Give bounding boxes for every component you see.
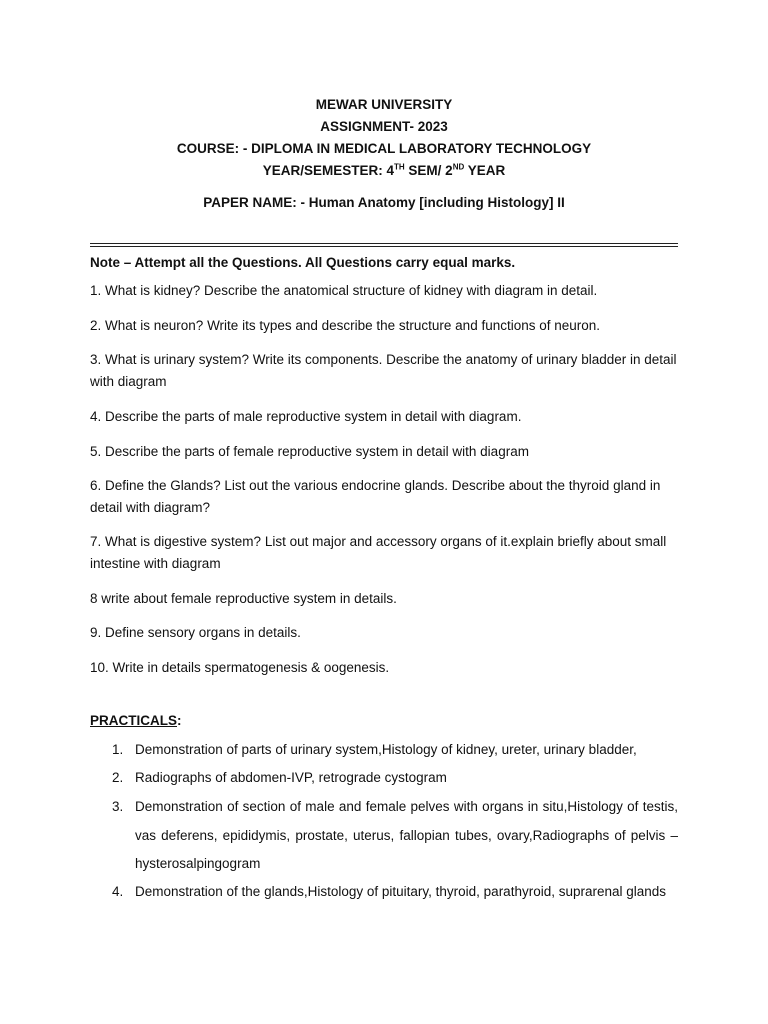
question-5: 5. Describe the parts of female reproductive system in detail with diagram — [90, 444, 529, 459]
question-10: 10. Write in details spermatogenesis & oogenesis. — [90, 660, 390, 675]
practicals-heading — [90, 711, 182, 731]
practical-text: Demonstration of the glands,Histology of pituitary, thyroid, parathyroid, suprarenal glands — [135, 884, 667, 899]
university-name: MEWAR UNIVERSITY — [315, 97, 453, 112]
question-1: 1. What is kidney? Describe the anatomical structure of kidney with diagram in detail. — [90, 283, 598, 298]
divider-bottom — [90, 246, 678, 247]
question-2: 2. What is neuron? Write its types and describe the structure and functions of neuron. — [90, 318, 601, 333]
divider-top — [90, 243, 678, 244]
question-6: 6. Define the Glands? List out the various endocrine glands. Describe about the thyroid gland in detail with diagram? — [90, 478, 661, 515]
document-header — [0, 94, 768, 182]
practicals-title: PRACTICALS — [90, 713, 177, 728]
year-suffix: YEAR — [464, 163, 506, 178]
course-name: COURSE: - DIPLOMA IN MEDICAL LABORATORY TECHNOLOGY — [176, 141, 592, 156]
practical-item-2 — [112, 764, 678, 793]
practical-item-1 — [112, 736, 678, 765]
practical-item-4 — [112, 878, 678, 907]
year-mid: SEM/ 2 — [404, 163, 453, 178]
practical-number: 1. — [112, 742, 124, 757]
year-sup-th: TH — [394, 162, 405, 172]
question-7: 7. What is digestive system? List out major and accessory organs of it.explain briefly about small intestine with diagram — [90, 534, 667, 571]
year-sup-nd: ND — [452, 162, 465, 172]
practical-text: Demonstration of section of male and female pelves with organs in situ,Histology of testis, vas deferens, epididymis, prostate, uterus, fallopian tubes, ovary,Radiographs of pelvis – hysterosalpingogram — [135, 799, 678, 871]
assignment-title: ASSIGNMENT- 2023 — [320, 119, 448, 134]
practical-text: Demonstration of parts of urinary system,Histology of kidney, ureter, urinary bladder, — [135, 742, 637, 757]
practical-item-3 — [112, 793, 678, 879]
practical-text: Radiographs of abdomen-IVP, retrograde cystogram — [135, 770, 447, 785]
year-semester — [0, 160, 768, 182]
question-8: 8 write about female reproductive system in details. — [90, 591, 397, 606]
year-prefix: YEAR/SEMESTER: 4 — [262, 163, 394, 178]
practical-number: 4. — [112, 884, 124, 899]
paper-name: PAPER NAME: - Human Anatomy [including Histology] II — [203, 195, 565, 210]
practicals-colon: : — [177, 713, 182, 728]
question-4: 4. Describe the parts of male reproductive system in detail with diagram. — [90, 409, 522, 424]
practical-number: 3. — [112, 799, 124, 814]
practical-number: 2. — [112, 770, 124, 785]
question-3: 3. What is urinary system? Write its components. Describe the anatomy of urinary bladder in detail with diagram — [90, 352, 677, 389]
instructions-note: Note – Attempt all the Questions. All Questions carry equal marks. — [90, 255, 516, 270]
question-9: 9. Define sensory organs in details. — [90, 625, 301, 640]
